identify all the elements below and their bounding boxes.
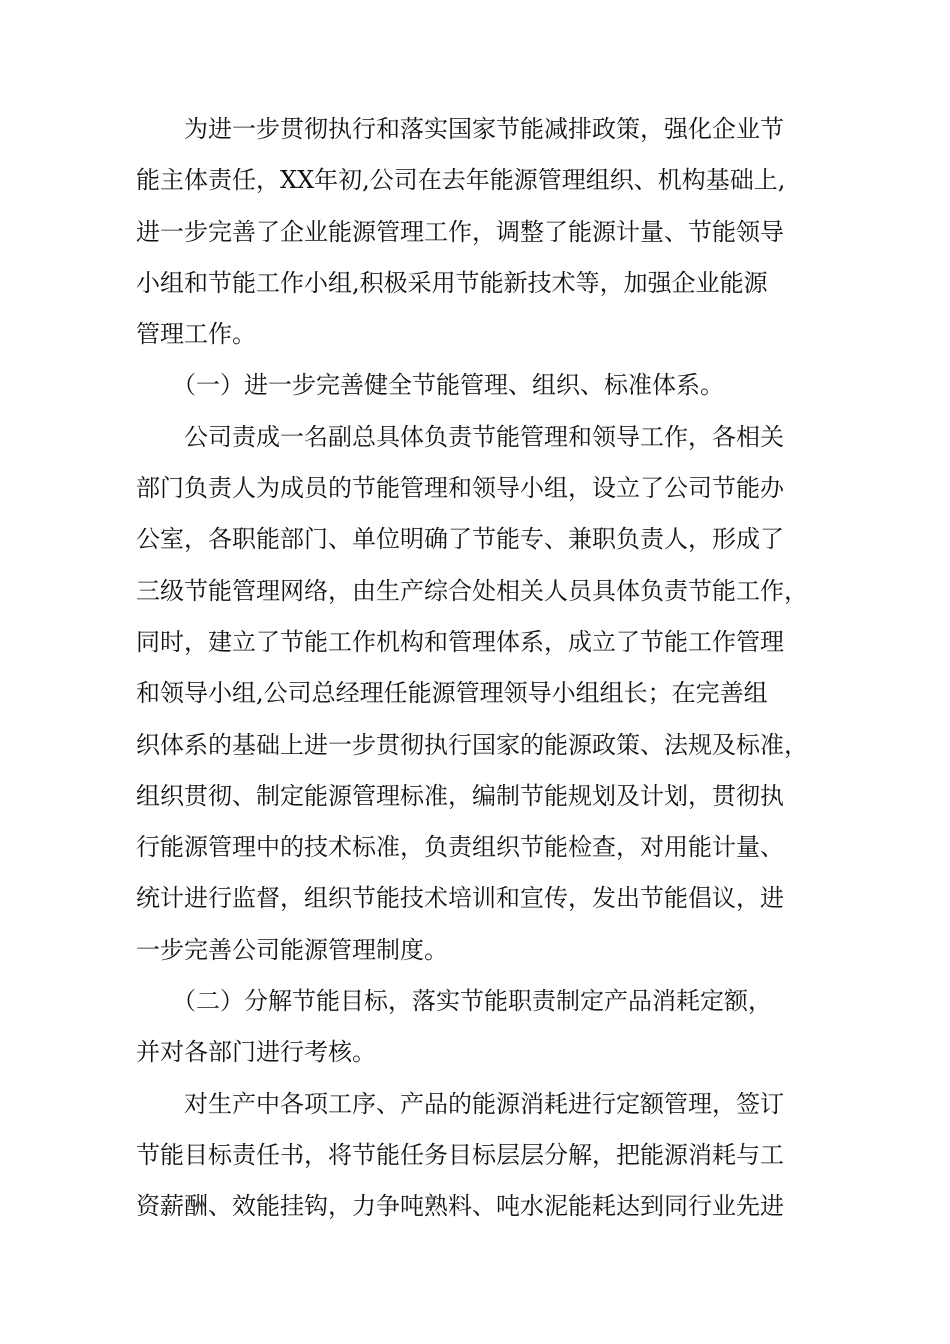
text-line: 节能目标责任书，将节能任务目标层层分解，把能源消耗与工 bbox=[136, 1140, 784, 1169]
text-line: 行能源管理中的技术标准，负责组织节能检查，对用能计量、 bbox=[136, 833, 784, 862]
text-line: 和领导小组,公司总经理任能源管理领导小组组长；在完善组 bbox=[136, 679, 768, 708]
text-line: 管理工作。 bbox=[136, 320, 256, 349]
text-line: 同时，建立了节能工作机构和管理体系，成立了节能工作管理 bbox=[136, 627, 784, 656]
text-line: 公司责成一名副总具体负责节能管理和领导工作，各相关 bbox=[136, 422, 784, 451]
text-line: 资薪酬、效能挂钩，力争吨熟料、吨水泥能耗达到同行业先进 bbox=[136, 1192, 784, 1221]
text-line: 对生产中各项工序、产品的能源消耗进行定额管理，签订 bbox=[136, 1089, 784, 1118]
text-line: 进一步完善了企业能源管理工作，调整了能源计量、节能领导 bbox=[136, 217, 784, 246]
text-line: 为进一步贯彻执行和落实国家节能减排政策，强化企业节 bbox=[136, 115, 784, 143]
text-line: 公室，各职能部门、单位明确了节能专、兼职负责人，形成了 bbox=[136, 525, 784, 554]
text-line: 统计进行监督，组织节能技术培训和宣传，发出节能倡议，进 bbox=[136, 884, 784, 913]
text-line: 一步完善公司能源管理制度。 bbox=[136, 935, 448, 964]
section-heading: 并对各部门进行考核。 bbox=[136, 1038, 376, 1067]
section-heading: （二）分解节能目标，落实节能职责制定产品消耗定额， bbox=[136, 987, 772, 1016]
section-heading: （一）进一步完善健全节能管理、组织、标准体系。 bbox=[136, 371, 724, 400]
text-line: 部门负责人为成员的节能管理和领导小组，设立了公司节能办 bbox=[136, 474, 784, 503]
text-line: 组织贯彻、制定能源管理标准，编制节能规划及计划，贯彻执 bbox=[136, 781, 784, 810]
text-line: 织体系的基础上进一步贯彻执行国家的能源政策、法规及标准， bbox=[136, 730, 808, 759]
document-body bbox=[136, 104, 836, 1233]
text-line: 小组和节能工作小组,积极采用节能新技术等，加强企业能源 bbox=[136, 268, 768, 297]
text-line: 能主体责任，XX年初,公司在去年能源管理组织、机构基础上, bbox=[136, 166, 786, 195]
text-line: 三级节能管理网络，由生产综合处相关人员具体负责节能工作， bbox=[136, 576, 808, 605]
